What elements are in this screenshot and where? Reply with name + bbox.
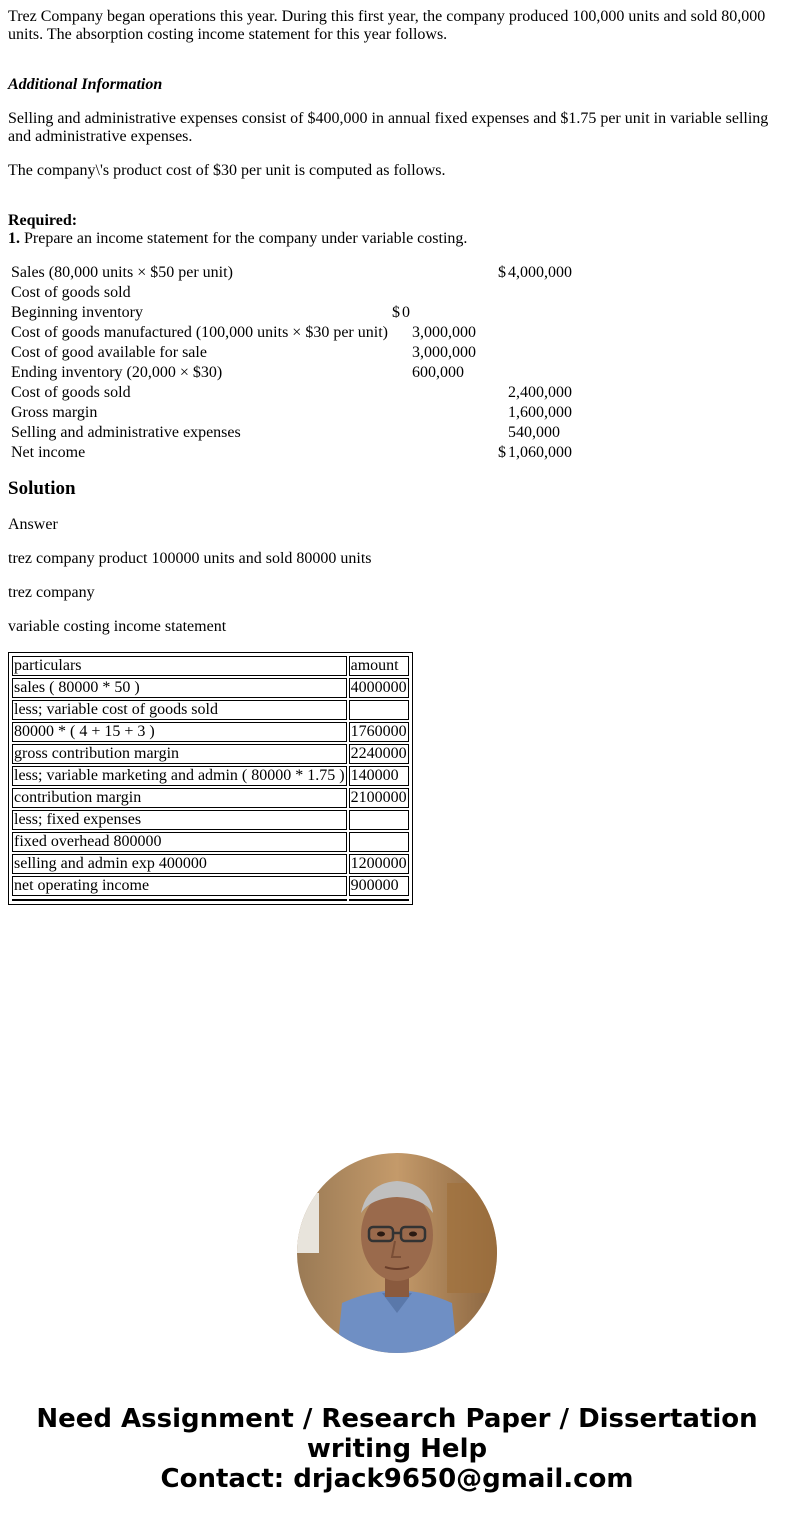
- income-spacer: [479, 364, 495, 382]
- income-spacer: [479, 444, 495, 462]
- author-photo: [297, 1153, 497, 1353]
- income-col1-amount: 600,000: [411, 364, 464, 381]
- solution-heading: Solution: [8, 478, 76, 499]
- income-col2-amount: 540,000: [507, 424, 560, 441]
- income-col2-amount: 1,600,000: [507, 404, 572, 421]
- income-col2-currency: [497, 424, 506, 442]
- income-col1-amount: 0: [401, 304, 410, 321]
- particulars-cell: contribution margin: [12, 788, 347, 808]
- amount-cell: amount: [349, 656, 409, 676]
- income-col1-currency: $: [391, 304, 400, 321]
- income-col2-amount: [508, 324, 573, 342]
- income-col2-currency: [497, 404, 506, 422]
- income-row: [10, 304, 573, 322]
- amount-cell: 900000: [349, 876, 409, 896]
- income-col1-currency: [391, 364, 400, 382]
- income-col2-currency: $: [497, 444, 506, 461]
- promo-line-1: Need Assignment / Research Paper / Dissertation: [36, 1404, 758, 1434]
- income-col1-currency: [391, 384, 400, 402]
- particulars-cell: selling and admin exp 400000: [12, 854, 347, 874]
- table-row: [12, 854, 409, 874]
- income-row-label: Net income: [11, 444, 86, 461]
- table-bottom-rule: [12, 898, 409, 901]
- amount-cell: 2100000: [350, 789, 407, 806]
- income-col2-currency: [497, 364, 506, 382]
- absorption-income-statement: [8, 262, 575, 464]
- income-col1-amount: [402, 284, 477, 302]
- income-row-label: Cost of good available for sale: [11, 344, 207, 361]
- income-col2-amount: 1,060,000: [507, 444, 572, 461]
- particulars-cell: sales ( 80000 * 50 ): [12, 678, 347, 698]
- income-row: [10, 384, 573, 402]
- amount-cell: 1760000: [350, 723, 407, 740]
- particulars-cell: less; fixed expenses: [12, 810, 347, 830]
- particulars-cell: fixed overhead 800000: [12, 832, 347, 852]
- income-row-label: Cost of goods sold: [11, 284, 131, 301]
- income-row: [10, 284, 573, 302]
- table-row: [12, 722, 409, 742]
- income-row: [10, 404, 573, 422]
- income-spacer: [479, 424, 495, 442]
- income-col2-currency: [497, 284, 506, 302]
- income-col1-amount: [402, 264, 477, 282]
- required-label: Required:: [8, 212, 78, 229]
- product-cost-text: The company\'s product cost of $30 per unit is computed as follows.: [8, 162, 446, 179]
- income-col1-currency: [391, 444, 400, 462]
- solution-line-1: trez company product 100000 units and sold 80000 units: [8, 550, 372, 567]
- author-photo-illustration: [297, 1153, 497, 1353]
- variable-costing-table: [8, 652, 413, 905]
- table-row: [12, 744, 409, 764]
- income-spacer: [479, 344, 495, 362]
- particulars-cell: less; variable marketing and admin ( 80000 * 1.75 ): [14, 767, 345, 784]
- amount-cell: 4000000: [350, 679, 407, 696]
- additional-info-heading: Additional Information: [8, 76, 163, 93]
- income-row: [10, 364, 573, 382]
- required-section: [8, 212, 786, 248]
- income-col1-currency: [391, 264, 400, 282]
- promo-contact: Contact: drjack9650@gmail.com: [160, 1464, 634, 1494]
- income-row: [10, 444, 573, 462]
- income-row: [10, 324, 573, 342]
- income-spacer: [479, 324, 495, 342]
- income-col1-amount: [402, 404, 477, 422]
- solution-line-3: variable costing income statement: [8, 618, 227, 635]
- income-row-label: Selling and administrative expenses: [11, 424, 241, 441]
- income-row-label: Beginning inventory: [11, 304, 143, 321]
- income-row: [10, 344, 573, 362]
- amount-cell: [349, 810, 409, 830]
- income-col1-currency: [391, 344, 400, 362]
- income-col2-amount: 4,000,000: [507, 264, 572, 281]
- income-col2-amount: [508, 284, 573, 302]
- solution-line-2: trez company: [8, 584, 95, 601]
- table-bottom-rule-cell: [12, 898, 347, 901]
- income-row-label: Cost of goods sold: [11, 384, 131, 401]
- income-col2-amount: [508, 304, 573, 322]
- income-col1-amount: [402, 424, 477, 442]
- income-col2-amount: 2,400,000: [507, 384, 572, 401]
- amount-cell: 140000: [349, 766, 409, 786]
- income-col1-amount: 3,000,000: [411, 324, 476, 341]
- particulars-cell: net operating income: [12, 876, 347, 896]
- table-row: [12, 678, 409, 698]
- promo-banner: [0, 1404, 794, 1494]
- table-row: [12, 876, 409, 896]
- particulars-cell: particulars: [12, 656, 347, 676]
- income-col2-amount: [508, 364, 573, 382]
- income-row-label: Gross margin: [11, 404, 98, 421]
- promo-line-2: writing Help: [306, 1434, 488, 1464]
- income-col2-amount: [508, 344, 573, 362]
- answer-label: Answer: [8, 516, 58, 533]
- income-col1-amount: 3,000,000: [411, 344, 476, 361]
- table-row: [12, 766, 409, 786]
- income-col2-currency: [497, 324, 506, 342]
- income-col1-currency: [391, 424, 400, 442]
- requirement-text: Prepare an income statement for the company under variable costing.: [20, 230, 468, 247]
- amount-cell: [349, 832, 409, 852]
- particulars-cell: 80000 * ( 4 + 15 + 3 ): [12, 722, 347, 742]
- income-col2-currency: [497, 344, 506, 362]
- table-row: [12, 810, 409, 830]
- table-row: [12, 832, 409, 852]
- table-row: [12, 700, 409, 720]
- income-row-label: Sales (80,000 units × $50 per unit): [11, 264, 233, 281]
- amount-cell: 2240000: [350, 745, 407, 762]
- table-row: [12, 788, 409, 808]
- income-spacer: [479, 284, 495, 302]
- particulars-cell: gross contribution margin: [12, 744, 347, 764]
- income-col2-currency: $: [497, 264, 506, 281]
- income-spacer: [479, 384, 495, 402]
- income-col2-currency: [497, 304, 506, 322]
- income-spacer: [479, 264, 495, 282]
- income-row: [10, 264, 573, 282]
- income-spacer: [479, 304, 495, 322]
- income-col1-amount: [402, 384, 477, 402]
- income-col1-currency: [391, 404, 400, 422]
- expenses-text: Selling and administrative expenses consist of $400,000 in annual fixed expenses and $1.75 per unit in variable selling and administrative expenses.: [8, 110, 769, 145]
- requirement-number: 1.: [8, 230, 20, 247]
- amount-cell: 1200000: [350, 855, 407, 872]
- problem-intro: Trez Company began operations this year. During this first year, the company produced 100,000 units and sold 80,000 units. The absorption costing income statement for this year follows.: [8, 8, 766, 43]
- income-row-label: Cost of goods manufactured (100,000 units × $30 per unit): [11, 324, 388, 341]
- table-bottom-rule-cell: [349, 898, 409, 901]
- income-row: [10, 424, 573, 442]
- table-row: [12, 656, 409, 676]
- particulars-cell: less; variable cost of goods sold: [12, 700, 347, 720]
- income-row-label: Ending inventory (20,000 × $30): [11, 364, 223, 381]
- income-col1-currency: [391, 324, 400, 342]
- income-col1-amount: [402, 444, 477, 462]
- income-col1-currency: [391, 284, 400, 302]
- amount-cell: [349, 700, 409, 720]
- income-spacer: [479, 404, 495, 422]
- income-col2-currency: [497, 384, 506, 402]
